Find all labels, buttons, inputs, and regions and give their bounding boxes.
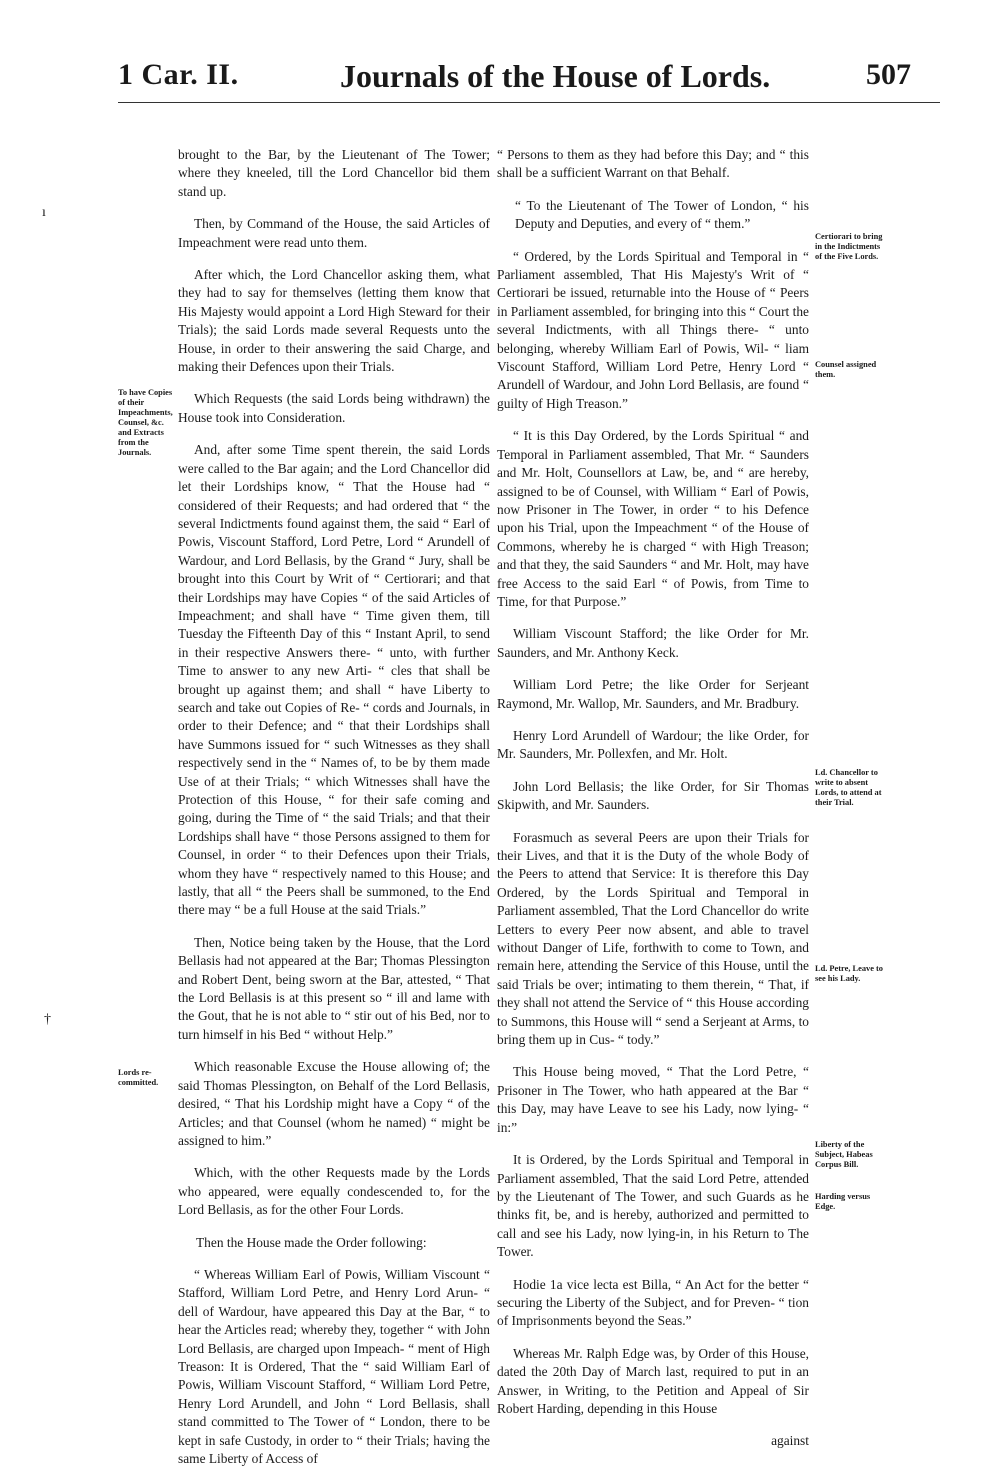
paragraph: John Lord Bellasis; the like Order, for Sir Thomas Skipwith, and Mr. Saunders. <box>497 778 809 813</box>
margin-note-liberty: Liberty of the Subject, Habeas Corpus Bill. <box>815 1140 873 1169</box>
paragraph: Then, by Command of the House, the said Articles of Impeachment were read unto them. <box>178 216 490 250</box>
paragraph: Hodie 1a vice lecta est Billa, “ An Act for the better “ securing the Liberty of the Subject, and for Preven- “ tion of Imprisonments beyond the Seas.” <box>497 1276 809 1329</box>
catchword: against <box>771 1433 809 1449</box>
paragraph: brought to the Bar, by the Lieutenant of The Tower; where they kneeled, till the Lord Chancellor bid them stand up. <box>178 147 490 199</box>
left-column <box>178 146 490 1482</box>
margin-note-certiorari: Certiorari to bring in the Indictments of the Five Lords. <box>815 232 883 261</box>
page-number: 507 <box>866 58 911 91</box>
paragraph: “ Ordered, by the Lords Spiritual and Temporal in “ Parliament assembled, That His Majesty's Writ of “ Certiorari be issued, returnable into the House of “ Peers in Parliament assembled, for bringing into this “ Court the several Indictments, with all Things there- “ unto belonging, whereby William Earl of Powis, Wil- “ liam Viscount Stafford, William Lord Petre, Henry Lord “ Arundell of Wardour, and John Lord Bellasis, are found “ guilty of High Treason.” <box>497 248 809 411</box>
paragraph: Which Requests (the said Lords being withdrawn) the House took into Consideration. <box>178 391 490 425</box>
paragraph: Forasmuch as several Peers are upon their Trials for their Lives, and that it is the Duty of the whole Body of the Peers to attend that Service: It is therefore this Day Ordered, by the Lords Spiritual and Temporal in Parliament assembled, That the Lord Chancellor do write Letters to every Peer now absent, and able to travel without Danger of Life, forthwith to come to Town, and remain here, attending the Service of this House, until the said Trials be over; intimating to them therein, “ That, if they shall not attend the Service of “ this House according to Summons, this House will “ send a Serjeant at Arms, to bring them up in Cus- “ tody.” <box>497 829 809 1048</box>
journal-title: Journals of the House of Lords. <box>340 58 771 94</box>
paragraph: And, after some Time spent therein, the said Lords were called to the Bar again; and the Lord Chancellor did let their Lordships know, “ That the House had “ considered of their Requests; and had ordered that “ the several Indictments found against them, the said “ Earl of Powis, Viscount Stafford, Lord Petre, Lord “ Arundell of Wardour, and Lord Bellasis, by the Grand “ Jury, shall be brought into this Court by Writ of “ Certiorari; and that their Lordships may have Copies “ of the said Articles of Impeachment; and shall have “ Time given them, till Tuesday the Fifteenth Day of this “ Instant April, to send in their respective Answers there- “ unto, with further Time to answer to any new Arti- “ cles that shall be brought up against them; and shall “ have Liberty to search and take out Copies of Re- “ cords and Journals, in order to their Defence; and “ that their Lordships shall have Summons issued for “ such Witnesses as they shall respectively send in the “ Names of, to be by them made Use of at their Trials; “ which Witnesses shall have the Protection of this House, “ for their safe coming and going, during the Time of “ the said Trials; and that their Lordships shall have “ those Persons assigned to them for Counsel, in order “ to their Defences upon their Trials, whom they have “ respectively named to this House; and lastly, that all “ the Peers shall be summoned, to the End there may “ be a full House at the said Trials.” <box>178 442 490 918</box>
paragraph: Which, with the other Requests made by the Lords who appeared, were equally condescended to, for the Lord Bellasis, as for the other Four Lords. <box>178 1165 490 1218</box>
paragraph: Whereas Mr. Ralph Edge was, by Order of this House, dated the 20th Day of March last, required to put in an Answer, in Writing, to the Petition and Appeal of Sir Robert Harding, depending in this House <box>497 1345 809 1416</box>
margin-note-counsel: Counsel assigned them. <box>815 360 877 379</box>
paragraph: “ To the Lieutenant of The Tower of London, “ his Deputy and Deputies, and every of “ them.” <box>515 197 809 232</box>
margin-mark: ı <box>42 205 46 220</box>
paragraph: Henry Lord Arundell of Wardour; the like Order, for Mr. Saunders, Mr. Pollexfen, and Mr. Holt. <box>497 727 809 762</box>
page-header <box>0 58 992 108</box>
paragraph: Then the House made the Order following: <box>196 1234 427 1250</box>
header-rule <box>118 102 940 103</box>
paragraph: “ Whereas William Earl of Powis, William Viscount “ Stafford, William Lord Petre, and Henry Lord Arun- “ dell of Wardour, have appeared this Day at the Bar, “ to hear the Articles read; whereby they, together “ with John Lord Bellasis, are charged upon Impeach- “ ment of High Treason: It is Ordered, That the “ said William Earl of Powis, William Viscount Stafford, “ William Lord Petre, Henry Lord Arundell, and John “ Lord Bellasis, shall stand committed to The Tower of “ London, there to be kept in safe Custody, in order to “ their Trials; having the same Liberty of Access of <box>178 1266 490 1466</box>
paragraph: It is Ordered, by the Lords Spiritual and Temporal in Parliament assembled, That the said Lord Petre, attended by the Lieutenant of The Tower, and such Guards as he thinks fit, be, and is hereby, authorized and permitted to call and see his Lady, now lying-in, in his Return to The Tower. <box>497 1152 809 1260</box>
margin-note-recommitted: Lords re-committed. <box>118 1068 159 1087</box>
paragraph: This House being moved, “ That the Lord Petre, “ Prisoner in The Tower, who hath appeared at the Bar “ this Day, may have Leave to see his Lady, now lying- “ in:” <box>497 1064 809 1135</box>
paragraph: William Viscount Stafford; the like Order for Mr. Saunders, and Mr. Anthony Keck. <box>497 626 809 660</box>
paragraph: Which reasonable Excuse the House allowing of; the said Thomas Plessington, on Behalf of the Lord Bellasis, desired, “ That his Lordship might have a Copy “ of the Articles; and that Counsel (whom he named) “ might be assigned to him.” <box>178 1059 490 1148</box>
margin-note-chancellor: Ld. Chancellor to write to absent Lords, to attend at their Trial. <box>815 768 882 807</box>
paragraph: “ Persons to them as they had before this Day; and “ this shall be a sufficient Warrant on that Behalf. <box>497 147 809 181</box>
margin-note-petre: Ld. Petre, Leave to see his Lady. <box>815 964 883 983</box>
margin-note-harding: Harding versus Edge. <box>815 1192 871 1211</box>
paragraph: “ It is this Day Ordered, by the Lords Spiritual “ and Temporal in Parliament assembled, That Mr. “ Saunders and Mr. Holt, Counsellors at Law, be, and “ are hereby, assigned to be of Counsel, with William “ Earl of Powis, now Prisoner in The Tower, in order “ to his Defence upon his Trial, upon the Impeachment “ of the House of Commons, whereby he is charged “ with High Treason; and that they, the said Saunders “ and Mr. Holt, may have free Access to the said Earl “ of Powis, from Time to Time, for that Purpose.” <box>497 428 809 609</box>
reign-heading: 1 Car. II. <box>118 58 239 91</box>
margin-note-copies: To have Copies of their Impeachments, Counsel, &c. and Extracts from the Journals. <box>118 388 173 457</box>
paragraph: Then, Notice being taken by the House, that the Lord Bellasis had not appeared at the Bar; Thomas Plessington and Robert Dent, being sworn at the Bar, attested, “ That the Lord Bellasis is at this present so “ ill and lame with the Gout, that he is not able to “ stir out of his Bed, nor to turn himself in his Bed “ without Help.” <box>178 934 490 1042</box>
paragraph: William Lord Petre; the like Order for Serjeant Raymond, Mr. Wallop, Mr. Saunders, and Mr. Bradbury. <box>497 677 809 711</box>
right-column <box>497 146 809 1451</box>
paragraph: After which, the Lord Chancellor asking them, what they had to say for themselves (letting them know that His Majesty would appoint a Lord High Steward for their Trials); the said Lords made several Requests unto the House, in order to their answering the said Charge, and making their Defences upon their Trials. <box>178 267 490 375</box>
margin-mark: † <box>44 1012 51 1027</box>
